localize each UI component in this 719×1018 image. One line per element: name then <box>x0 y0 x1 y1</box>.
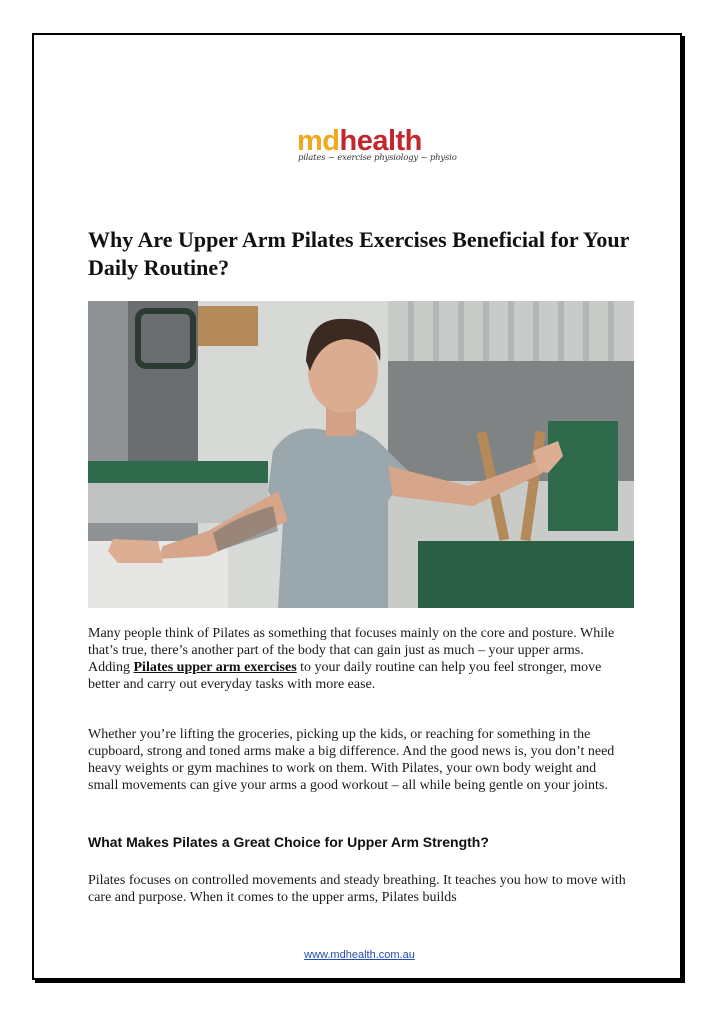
hero-image <box>88 301 634 608</box>
section-subheading: What Makes Pilates a Great Choice for Upper Arm Strength? <box>88 834 489 850</box>
third-paragraph: Pilates focuses on controlled movements and steady breathing. It teaches you how to move with care and purpose. When it comes to the upper arms, Pilates builds <box>88 873 626 905</box>
hero-photo-illustration <box>88 301 634 608</box>
second-paragraph: Whether you’re lifting the groceries, picking up the kids, or reaching for something in the cupboard, strong and toned arms make a big difference. And the good news is, you don’t need heavy weights or gym machines to work on them. With Pilates, your own body weight and small movements can give your arms a good workout – all while being gentle on your joints. <box>88 727 615 793</box>
intro-paragraph <box>88 625 628 693</box>
intro-text-end: to your daily routine can help you feel stronger, move better and carry out everyday tasks with more ease. <box>88 660 602 692</box>
mdhealth-logo[interactable] <box>297 125 457 168</box>
logo-md: md <box>297 125 340 157</box>
pilates-upper-arm-exercises-link[interactable]: Pilates upper arm exercises <box>133 660 297 675</box>
logo-health: health <box>339 125 422 157</box>
logo-wordmark <box>297 126 422 156</box>
intro-text-start: Many people think of Pilates as something that focuses mainly on the core and posture. While that’s true, there’s another part of the body that can gain just as much – your upper arms. Adding <box>88 626 615 675</box>
logo-tagline: pilates ~ exercise physiology ~ physio <box>298 153 457 163</box>
footer-website-link[interactable]: www.mdhealth.com.au <box>304 949 415 961</box>
article-title: Why Are Upper Arm Pilates Exercises Beneficial for Your Daily Routine? <box>88 227 629 280</box>
